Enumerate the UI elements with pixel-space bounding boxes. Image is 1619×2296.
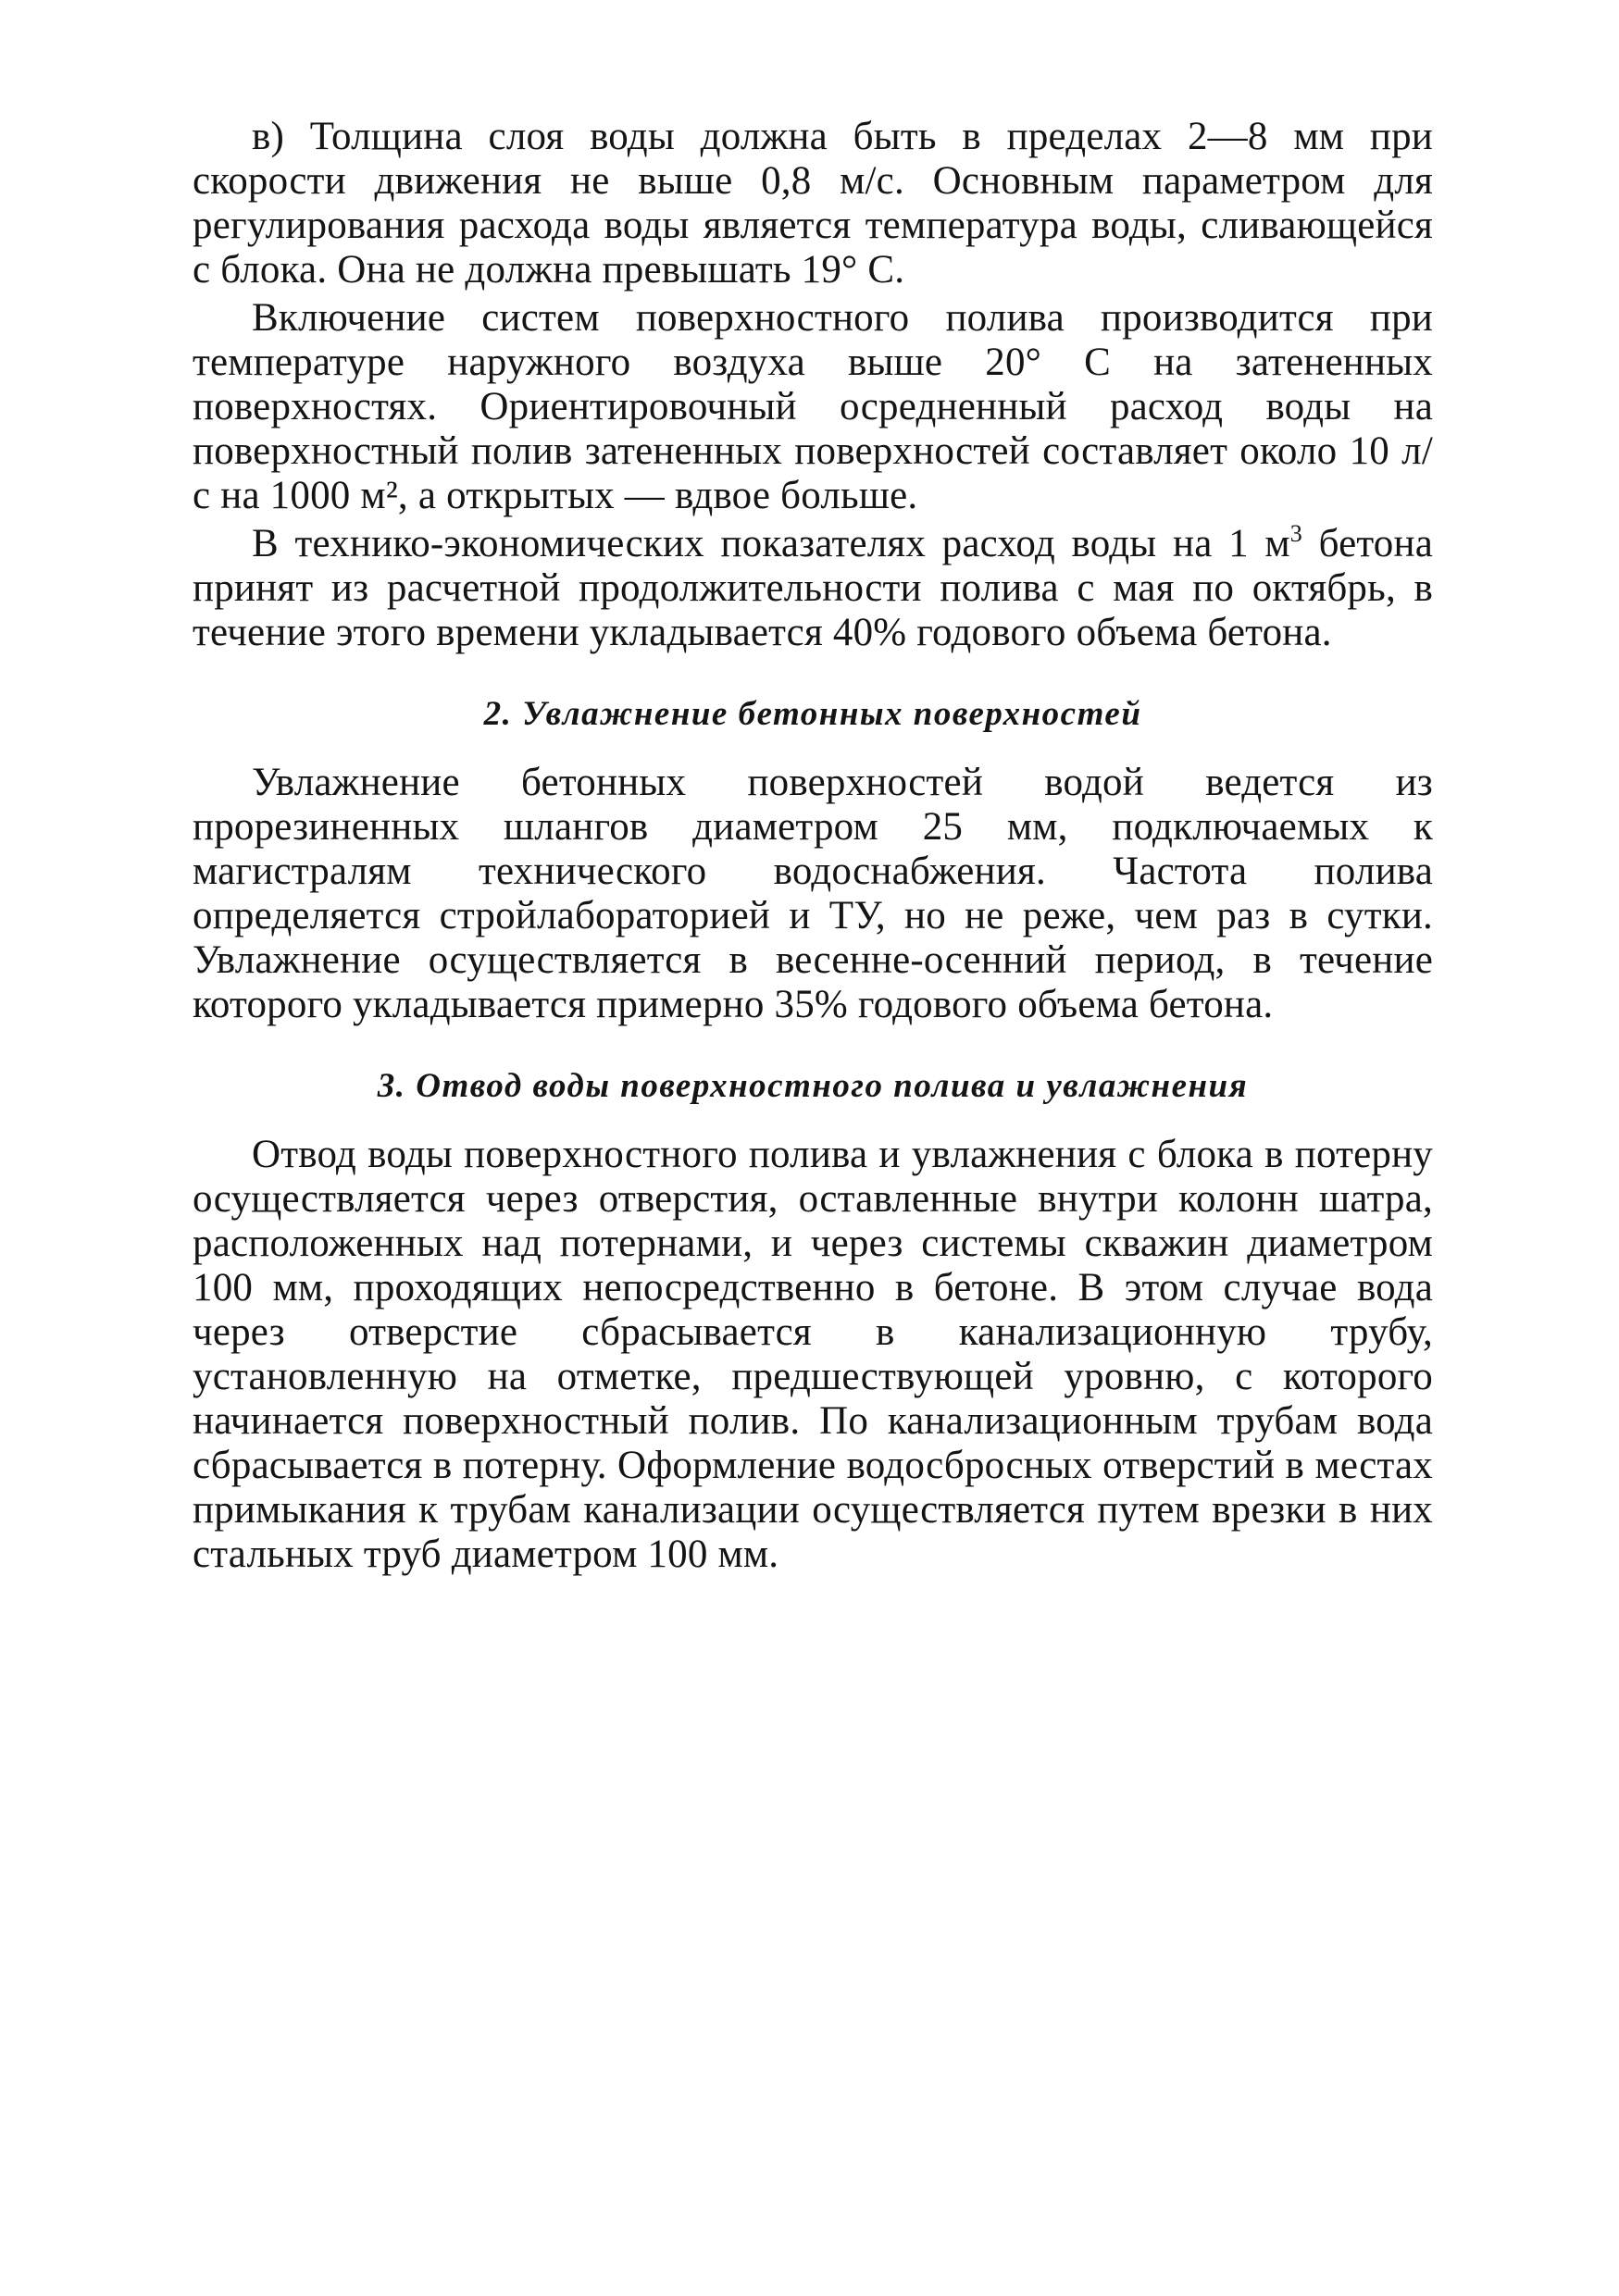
p3-text-end: бетона принят из расчетной продолжительности полива с мая по октябрь, в течение этого времени укладывается 40% годового объема бетона. bbox=[193, 522, 1433, 654]
section-heading-drainage: 3. Отвод воды поверхностного полива и увлажнения bbox=[377, 1067, 1249, 1105]
section-heading-moistening: 2. Увлажнение бетонных поверхностей bbox=[483, 695, 1142, 733]
cubic-superscript: 3 bbox=[1289, 520, 1302, 547]
document-page bbox=[193, 115, 1433, 1577]
paragraph-surface-watering: Включение систем поверхностного полива производится при температуре наружного воздуха выше 20° С на затененных поверхностях. Ориентировочный осредненный расход воды на поверхностный полив затененных поверхностей составляет около 10 л/с на 1000 м², а открытых — вдвое больше. bbox=[193, 296, 1433, 517]
p3-text-start: В технико-экономических показателях расход воды на 1 м bbox=[252, 522, 1290, 565]
paragraph-drainage: Отвод воды поверхностного полива и увлажнения с блока в потерну осуществляется через отверстия, оставленные внутри колонн шатра, расположенных над потернами, и через системы скважин диаметром 100 мм, проходящих непосредственно в бетоне. В этом случае вода через отверстие сбрасывается в канализационную трубу, установленную на отметке, предшествующей уровню, с которого начинается поверхностный полив. По канализационным трубам вода сбрасывается в потерну. Оформление водосбросных отверстий в местах примыкания к трубам канализации осуществляется путем врезки в них стальных труб диаметром 100 мм. bbox=[193, 1133, 1433, 1576]
paragraph-moistening: Увлажнение бетонных поверхностей водой ведется из прорезиненных шлангов диаметром 25 мм, подключаемых к магистралям технического водоснабжения. Частота полива определяется стройлабораторией и ТУ, но не реже, чем раз в сутки. Увлажнение осуществляется в весенне-осенний период, в течение которого укладывается примерно 35% годового объема бетона. bbox=[193, 761, 1433, 1026]
paragraph-water-layer: в) Толщина слоя воды должна быть в пределах 2—8 мм при скорости движения не выше 0,8 м/с. Основным параметром для регулирования расхода воды является температура воды, сливающейся с блока. Она не должна превышать 19° С. bbox=[193, 115, 1433, 292]
paragraph-economic-indicators bbox=[193, 522, 1433, 655]
